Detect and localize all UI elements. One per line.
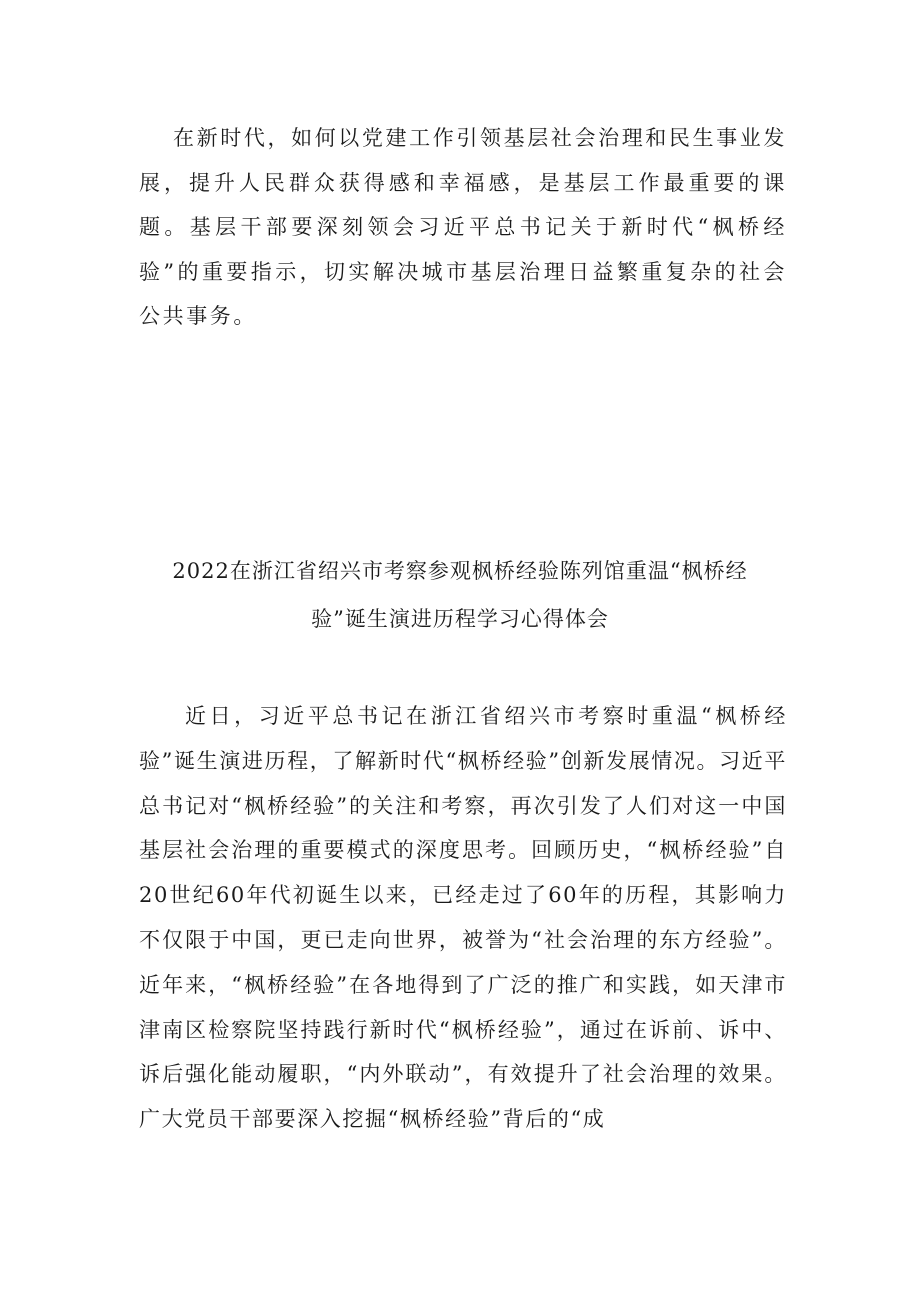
body-paragraph: 近日，习近平总书记在浙江省绍兴市考察时重温“枫桥经验”诞生演进历程，了解新时代“枫桥经验”创新发展情况。习近平总书记对“枫桥经验”的关注和考察，再次引发了人们对这一中国基层社会治理的重要模式的深度思考。回顾历史，“枫桥经验”自20世纪60年代初诞生以来，已经走过了60年的历程，其影响力不仅限于中国，更已走向世界，被誉为“社会治理的东方经验”。近年来，“枫桥经验”在各地得到了广泛的推广和实践，如天津市津南区检察院坚持践行新时代“枫桥经验”，通过在诉前、诉中、诉后强化能动履职，“内外联动”，有效提升了社会治理的效果。广大党员干部要深入挖掘“枫桥经验”背后的“成 [139,704,787,1132]
article-title [120,547,800,643]
intro-paragraph: 在新时代，如何以党建工作引领基层社会治理和民生事业发展，提升人民群众获得感和幸福感，是基层工作最重要的课题。基层干部要深刻领会习近平总书记关于新时代“枫桥经验”的重要指示，切实解决城市基层治理日益繁重复杂的社会公共事务。 [139,126,787,328]
article-title-line-1: 2022在浙江省绍兴市考察参观枫桥经验陈列馆重温“枫桥经 [172,559,748,583]
article-title-line-2: 验”诞生演进历程学习心得体会 [311,607,609,631]
